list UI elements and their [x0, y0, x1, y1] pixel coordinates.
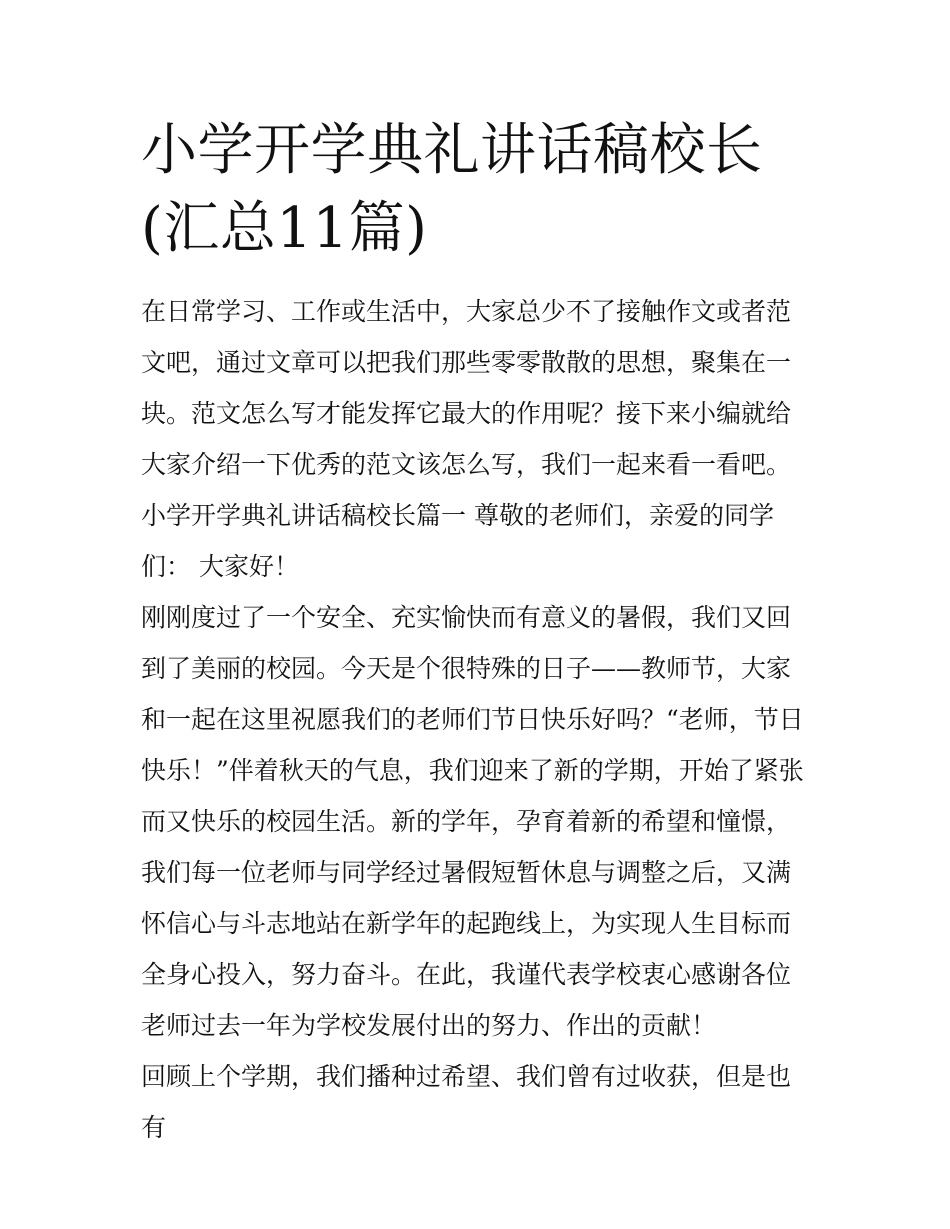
document-title: 小学开学典礼讲话稿校长(汇总11篇): [141, 118, 763, 261]
document-content: [141, 112, 813, 1153]
speech-body-paragraph: 刚刚度过了一个安全、充实愉快而有意义的暑假，我们又回到了美丽的校园。今天是个很特殊的日子——教师节，大家和一起在这里祝愿我们的老师们节日快乐好吗？“老师，节日快乐！”伴着秋天的气息，我们迎来了新的学期，开始了紧张而又快乐的校园生活。新的学年，孕育着新的希望和憧憬，我们每一位老师与同学经过暑假短暂休息与调整之后，又满怀信心与斗志地站在新学年的起跑线上，为实现人生目标而全身心投入，努力奋斗。在此，我谨代表学校衷心感谢各位老师过去一年为学校发展付出的努力、作出的贡献！: [141, 603, 804, 1040]
intro-paragraph: 在日常学习、工作或生活中，大家总少不了接触作文或者范文吧，通过文章可以把我们那些零零散散的思想，聚集在一块。范文怎么写才能发挥它最大的作用呢？接下来小编就给大家介绍一下优秀的范文该怎么写，我们一起来看一看吧。: [141, 297, 792, 479]
review-paragraph: 回顾上个学期，我们播种过希望、我们曾有过收获，但是也有: [141, 1062, 792, 1142]
speech-heading-paragraph: 小学开学典礼讲话稿校长篇一 尊敬的老师们，亲爱的同学们： 大家好！: [141, 501, 774, 581]
document-body: [141, 286, 813, 1153]
